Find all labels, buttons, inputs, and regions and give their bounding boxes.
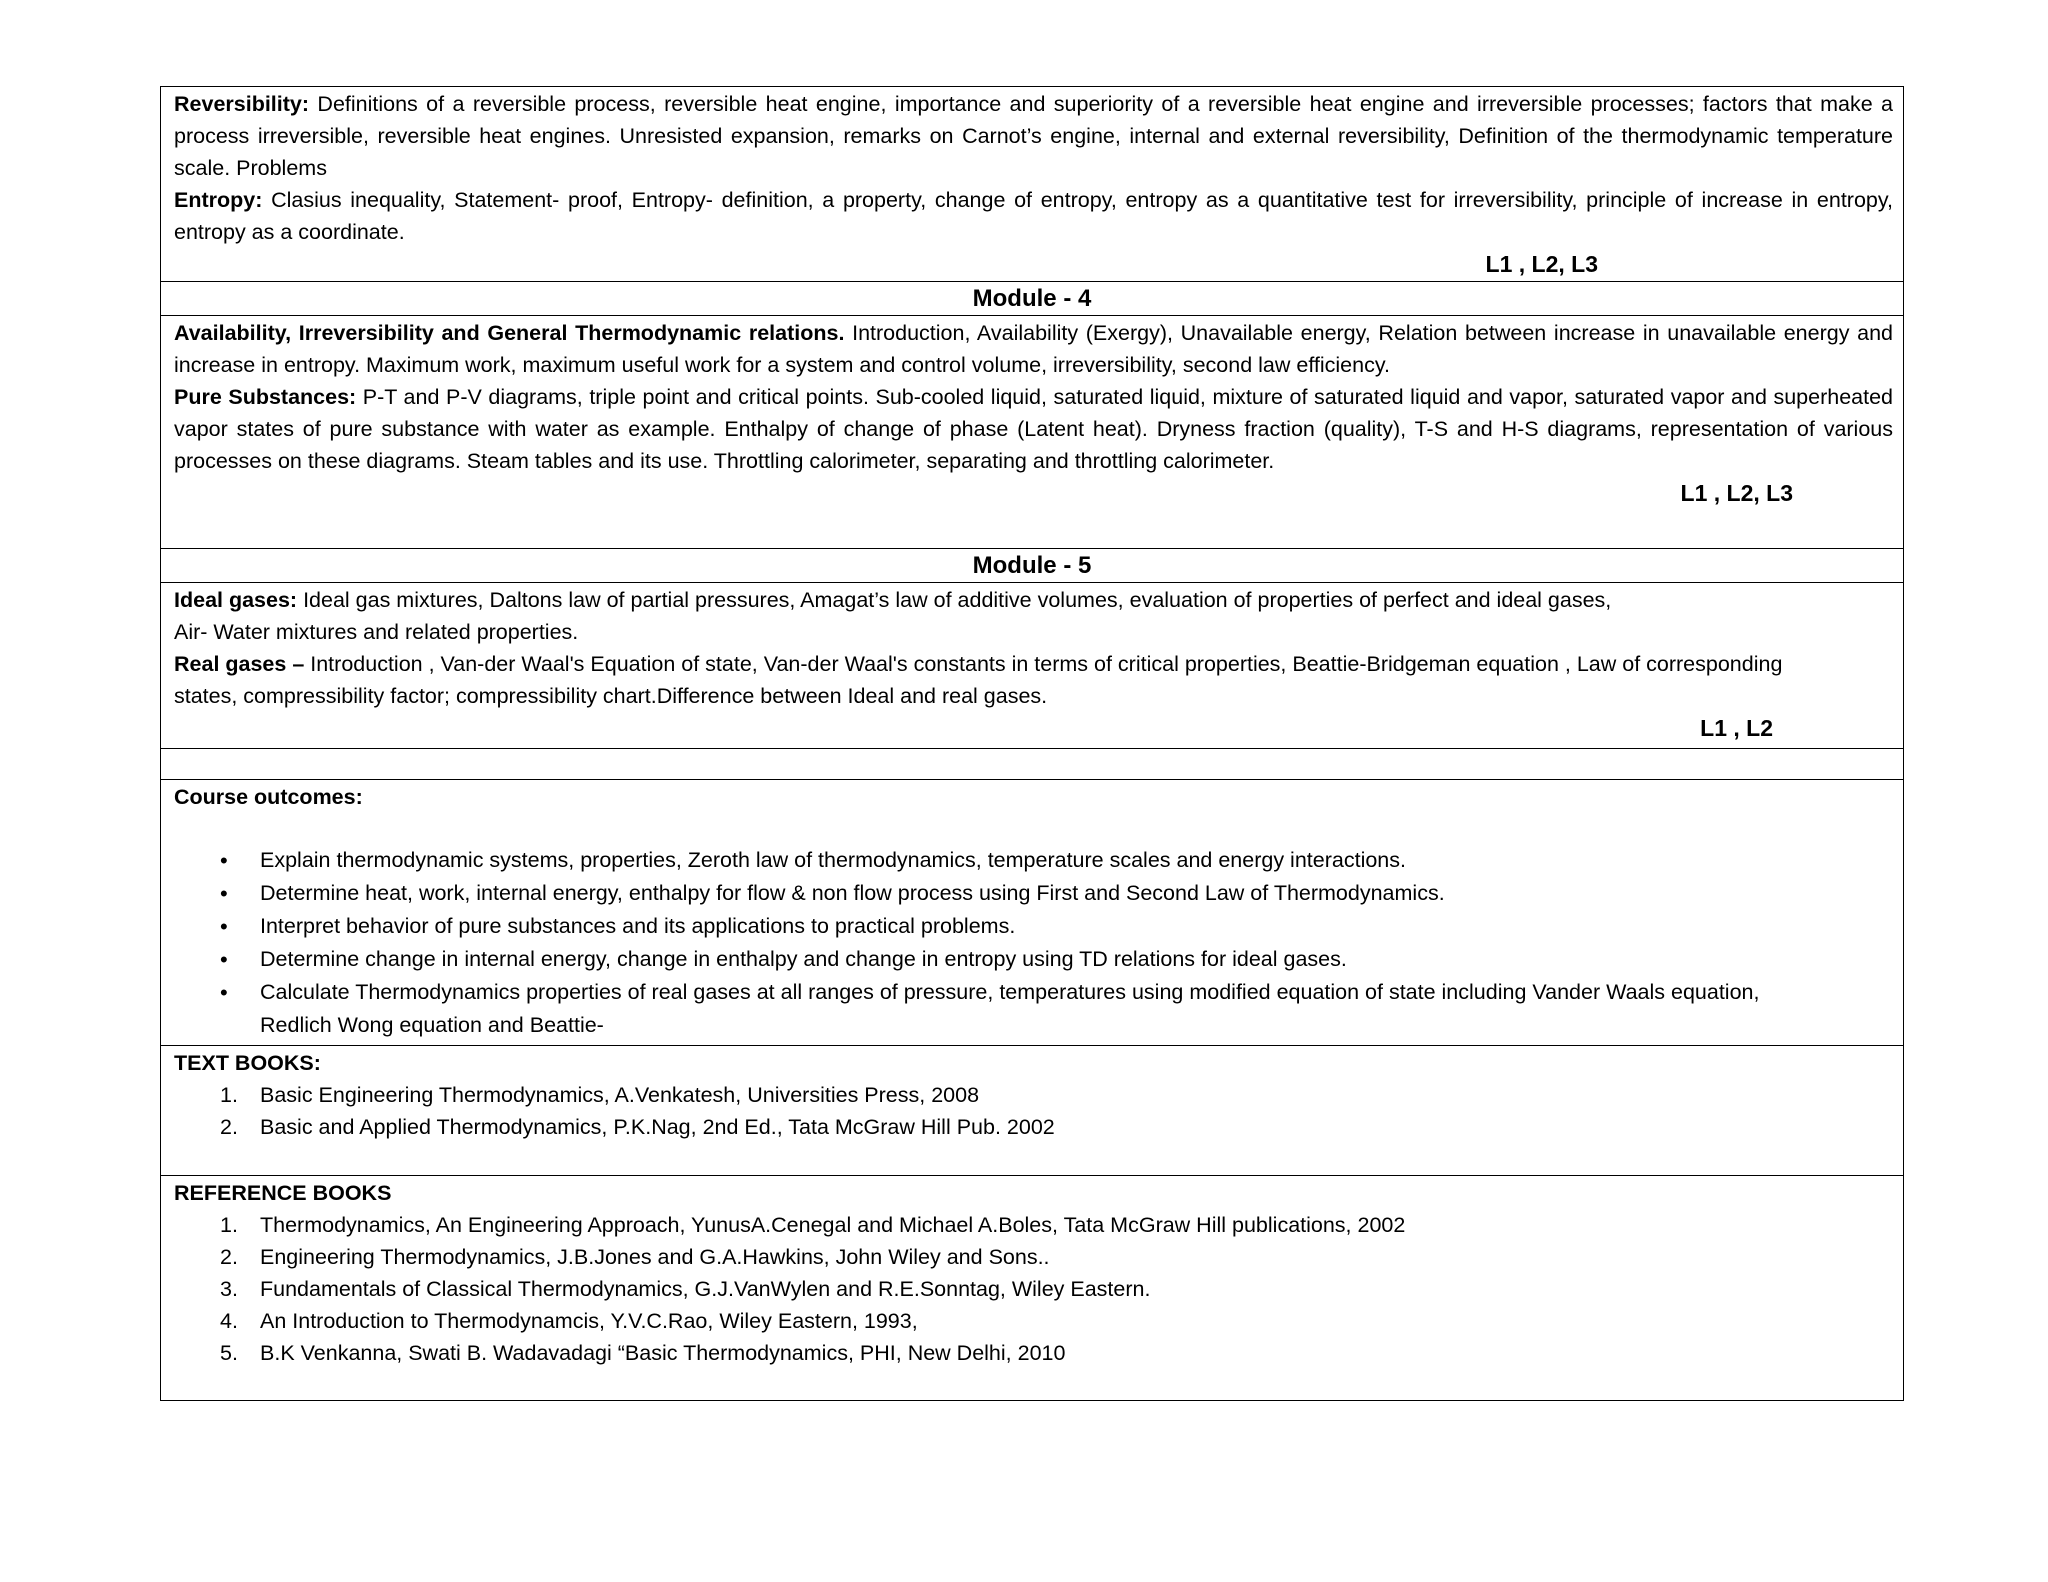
reference-books-heading: REFERENCE BOOKS bbox=[174, 1181, 392, 1205]
text-books-list bbox=[174, 1079, 1893, 1143]
reversibility-text: Definitions of a reversible process, reversible heat engine, importance and superiority of a reversible heat engine and irreversible processes; factors that make a process irreversible, reversible heat engines. Unresisted expansion, remarks on Carnot’s engine, internal and external reversibility, Definition of the thermodynamic temperature scale. Problems bbox=[174, 92, 1893, 180]
outcome-item: • Calculate Thermodynamics properties of real gases at all ranges of pressure, temperatures using modified equation of state including Vander Waals equation, Redlich Wong equation and Beattie- bbox=[220, 976, 1893, 1042]
pure-substances-paragraph bbox=[174, 381, 1893, 477]
reference-book-item: 2. Engineering Thermodynamics, J.B.Jones and G.A.Hawkins, John Wiley and Sons.. bbox=[220, 1245, 1050, 1269]
outcome-item: • Explain thermodynamic systems, properties, Zeroth law of thermodynamics, temperature scales and energy interactions. bbox=[220, 844, 1893, 877]
module-4-title: Module - 4 bbox=[972, 285, 1092, 312]
entropy-paragraph bbox=[174, 184, 1893, 248]
module-3-levels: L1 , L2, L3 bbox=[1485, 251, 1598, 277]
entropy-text: Clasius inequality, Statement- proof, Entropy- definition, a property, change of entropy, entropy as a quantitative test for irreversibility, principle of increase in entropy, entropy as a coordinate. bbox=[174, 188, 1893, 244]
course-outcomes-heading: Course outcomes: bbox=[174, 785, 363, 809]
reference-book-item: 4. An Introduction to Thermodynamcis, Y.V.C.Rao, Wiley Eastern, 1993, bbox=[220, 1309, 918, 1333]
text-book-item: 1. Basic Engineering Thermodynamics, A.Venkatesh, Universities Press, 2008 bbox=[220, 1083, 980, 1107]
ideal-gases-text-2: Air- Water mixtures and related properties. bbox=[174, 620, 579, 644]
reference-book-item: 3. Fundamentals of Classical Thermodynamics, G.J.VanWylen and R.E.Sonntag, Wiley Eastern. bbox=[220, 1277, 1151, 1301]
reversibility-paragraph bbox=[174, 88, 1893, 184]
course-outcomes-section bbox=[161, 779, 1903, 1045]
outcome-item: • Determine change in internal energy, change in enthalpy and change in entropy using TD relations for ideal gases. bbox=[220, 943, 1893, 976]
reversibility-heading: Reversibility: bbox=[174, 92, 310, 116]
module-4-content bbox=[161, 315, 1903, 548]
pure-substances-text: P-T and P-V diagrams, triple point and critical points. Sub-cooled liquid, saturated liquid, mixture of saturated liquid and vapor, saturated vapor and superheated vapor states of pure substance with water as example. Enthalpy of change of phase (Latent heat). Dryness fraction (quality), T-S and H-S diagrams, representation of various processes on these diagrams. Steam tables and its use. Throttling calorimeter, separating and throttling calorimeter. bbox=[174, 385, 1893, 473]
module-5-levels: L1 , L2 bbox=[1700, 715, 1773, 741]
availability-paragraph bbox=[174, 317, 1893, 381]
reference-book-item: 5. B.K Venkanna, Swati B. Wadavadagi “Basic Thermodynamics, PHI, New Delhi, 2010 bbox=[220, 1341, 1066, 1365]
availability-heading: Availability, Irreversibility and General Thermodynamic relations. bbox=[174, 321, 845, 345]
entropy-heading: Entropy: bbox=[174, 188, 263, 212]
text-books-heading: TEXT BOOKS: bbox=[174, 1051, 321, 1075]
module-3-content bbox=[161, 87, 1903, 281]
availability-text: Introduction, Availability (Exergy), Unavailable energy, Relation between increase in unavailable energy and increase in entropy. Maximum work, maximum useful work for a system and control volume, irreversibility, second law efficiency. bbox=[174, 321, 1893, 377]
text-books-section bbox=[161, 1045, 1903, 1175]
real-gases-text: Introduction , Van-der Waal's Equation of state, Van-der Waal's constants in terms of critical properties, Beattie-Bridgeman equation , Law of corresponding states, compressibility factor; compressibility chart.Difference between Ideal and real gases. bbox=[174, 652, 1783, 708]
real-gases-paragraph bbox=[174, 648, 1893, 712]
ideal-gases-paragraph bbox=[174, 584, 1893, 616]
pure-substances-heading: Pure Substances: bbox=[174, 385, 357, 409]
module-4-header-row bbox=[161, 281, 1903, 315]
module-5-content bbox=[161, 582, 1903, 748]
module-4-levels: L1 , L2, L3 bbox=[1680, 480, 1793, 506]
real-gases-heading: Real gases – bbox=[174, 652, 305, 676]
outcome-item: • Determine heat, work, internal energy, enthalpy for flow & non flow process using First and Second Law of Thermodynamics. bbox=[220, 877, 1893, 910]
blank-row bbox=[161, 748, 1903, 779]
outcome-item: • Interpret behavior of pure substances and its applications to practical problems. bbox=[220, 910, 1893, 943]
reference-book-item: 1. Thermodynamics, An Engineering Approach, YunusA.Cenegal and Michael A.Boles, Tata McGraw Hill publications, 2002 bbox=[220, 1213, 1406, 1237]
syllabus-table bbox=[160, 86, 1904, 1401]
text-book-item: 2. Basic and Applied Thermodynamics, P.K.Nag, 2nd Ed., Tata McGraw Hill Pub. 2002 bbox=[220, 1115, 1055, 1139]
course-outcomes-list bbox=[174, 844, 1893, 1042]
reference-books-list bbox=[174, 1209, 1893, 1369]
ideal-gases-text: Ideal gas mixtures, Daltons law of partial pressures, Amagat’s law of additive volumes, evaluation of properties of perfect and ideal gases, bbox=[297, 588, 1612, 612]
reference-books-section bbox=[161, 1175, 1903, 1400]
ideal-gases-heading: Ideal gases: bbox=[174, 588, 298, 612]
module-5-header-row bbox=[161, 548, 1903, 582]
module-5-title: Module - 5 bbox=[972, 552, 1092, 579]
